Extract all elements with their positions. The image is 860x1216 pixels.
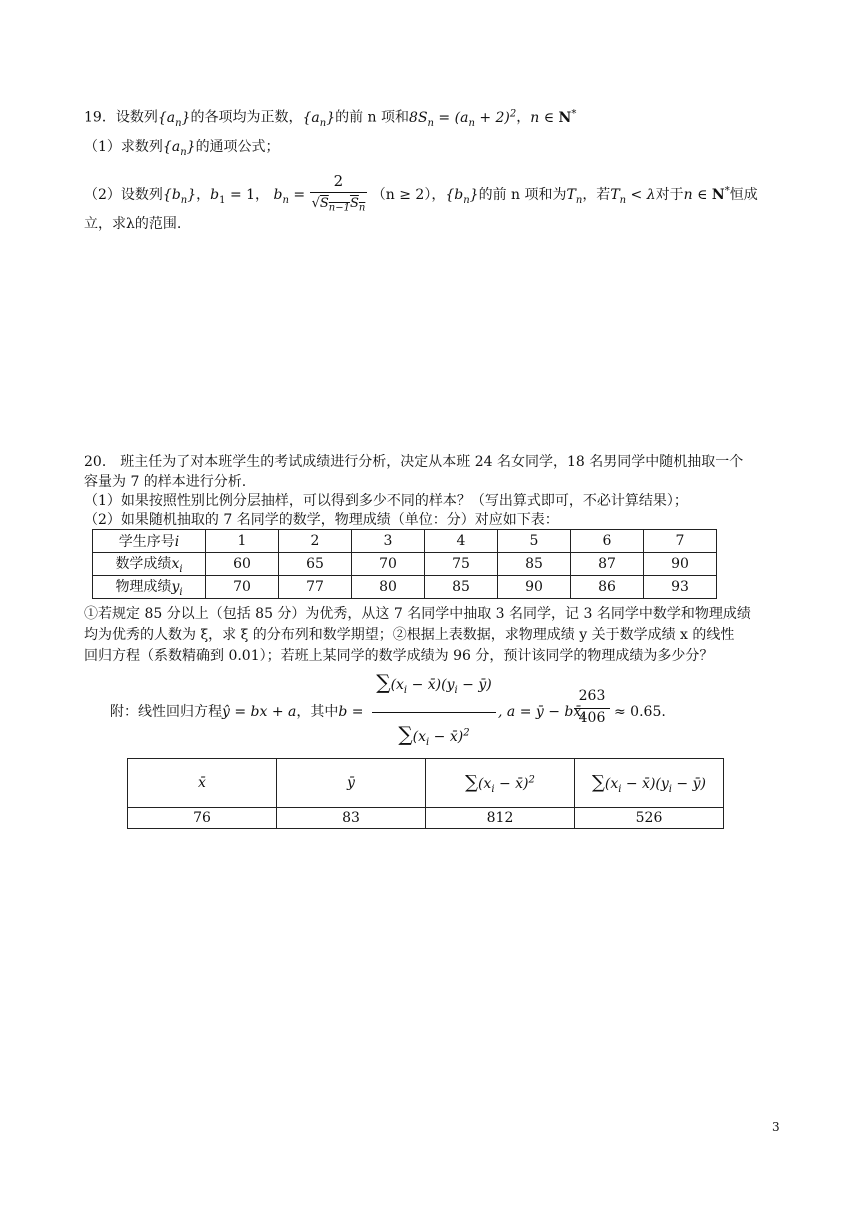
cell: 526	[575, 808, 724, 829]
text: 物理成绩	[115, 579, 172, 596]
text: 恒成	[729, 186, 758, 203]
sum-formula: $8S_n = (a_n + 2)^2$	[409, 108, 517, 129]
header-sxy: $\sum(x_i$ − $x̄)(y_i$ − ȳ)	[575, 759, 724, 808]
cell: 90	[498, 576, 571, 599]
frac-num: 263	[578, 688, 606, 704]
b1-eq: ，$b_1 = 1$，	[196, 186, 270, 206]
b-denominator: $\sum(x_i$ − x̄)$^2$	[398, 722, 470, 748]
cell: 6	[571, 530, 644, 553]
n-in-N: n ∈ N*	[683, 185, 730, 203]
q20-line5: ①若规定 85 分以上（包括 85 分）为优秀，从这 7 名同学中抽取 3 名同学，记 3 名同学中数学和物理成绩	[84, 606, 751, 622]
cell: 70	[352, 553, 425, 576]
regression-eq: ŷ = bx + a	[222, 704, 297, 720]
q19-part1	[84, 137, 280, 163]
text: ，	[516, 109, 531, 126]
sub: i	[179, 586, 183, 598]
aux-formula-text	[110, 702, 364, 722]
cell: 3	[352, 530, 425, 553]
approx: ≈ 0.65.	[614, 704, 666, 720]
table-row	[128, 759, 724, 808]
stats-table	[127, 758, 724, 829]
text: 数学成绩	[115, 556, 172, 573]
text: 设数列	[115, 109, 158, 126]
text: （2）设数列	[84, 186, 163, 203]
frac-den: 406	[578, 710, 606, 726]
cell: 812	[426, 808, 575, 829]
text: ，若	[582, 186, 611, 203]
text: 附：线性回归方程	[110, 704, 222, 720]
cell: 7	[644, 530, 717, 553]
header-label	[93, 530, 206, 553]
q20-line6: 均为优秀的人数为 ξ，求 ξ 的分布列和数学期望；②根据上表数据，求物理成绩 y 关于数学成绩 x 的线性	[84, 627, 735, 643]
seq-b: $\{b_n\}$	[162, 186, 197, 206]
header-sxx: $\sum(x_i$ − x̄)$^2$	[426, 759, 575, 808]
page-number: 3	[772, 1120, 780, 1134]
cell: 76	[128, 808, 277, 829]
text: （1）求数列	[84, 139, 163, 155]
cell: 60	[206, 553, 279, 576]
cell: 83	[277, 808, 426, 829]
q19-part2	[84, 170, 758, 220]
cell: 77	[279, 576, 352, 599]
scores-table	[92, 529, 717, 599]
table-row	[93, 553, 717, 576]
b-eq: b =	[338, 704, 364, 720]
text: 的通项公式；	[195, 139, 280, 155]
cell: 2	[279, 530, 352, 553]
ineq: $T_n < \lambda$	[610, 186, 656, 206]
q20-line2: 容量为 7 的样本进行分析.	[84, 474, 247, 490]
table-row	[128, 808, 724, 829]
q19-line1	[84, 104, 576, 133]
bn-eq: $b_n$ =	[273, 186, 310, 206]
table-row	[93, 530, 717, 553]
seq-a: $\{a_n\}$	[302, 109, 336, 129]
cell: 70	[206, 576, 279, 599]
text: 对于	[655, 186, 684, 203]
cell: 4	[425, 530, 498, 553]
q19-part2-cont: 立，求λ的范围.	[84, 216, 182, 232]
cell: 5	[498, 530, 571, 553]
b-numerator: $\sum(x_i$ − $x̄)(y_i$ − ȳ)	[376, 670, 492, 696]
cell: 86	[571, 576, 644, 599]
cell: 93	[644, 576, 717, 599]
text: （n ≥ 2），	[371, 186, 446, 203]
n-in-N: n ∈ N*	[530, 108, 577, 126]
text: 学生序号	[118, 534, 175, 550]
seq-a: $\{a_n\}$	[162, 139, 196, 158]
a-eq: , a = ȳ − bx̄,	[498, 704, 586, 720]
cell: 85	[498, 553, 571, 576]
text: 的前 n 项和为	[478, 186, 567, 203]
question-number: 19．	[84, 109, 116, 126]
sub: i	[179, 563, 183, 575]
header-x-bar: x̄	[128, 759, 277, 808]
cell: 85	[425, 576, 498, 599]
cell: 75	[425, 553, 498, 576]
fraction-bar	[372, 712, 496, 713]
q20-part2: （2）如果随机抽取的 7 名同学的数学，物理成绩（单位：分）对应如下表：	[84, 512, 559, 528]
math-label	[93, 553, 206, 576]
cell: 1	[206, 530, 279, 553]
seq-b: $\{b_n\}$	[445, 186, 479, 206]
seq-a: $\{a_n\}$	[157, 109, 191, 129]
header-y-bar: ȳ	[277, 759, 426, 808]
text: 的各项均为正数，	[190, 109, 303, 126]
cell: 80	[352, 576, 425, 599]
var: x	[171, 556, 180, 573]
Tn: $T_n$	[566, 186, 583, 206]
fraction-bar	[574, 708, 610, 709]
text: 的前 n 项和	[335, 109, 410, 126]
q20-part1: （1）如果按照性别比例分层抽样，可以得到多少不同的样本？（写出算式即可，不必计算结果）；	[84, 493, 688, 509]
text: ，其中	[296, 704, 339, 720]
var: y	[171, 579, 180, 596]
bn-fraction: $\frac{2}{√S_{n-1}S_n}$	[311, 172, 366, 214]
phys-label	[93, 576, 206, 599]
cell: 65	[279, 553, 352, 576]
cell: 90	[644, 553, 717, 576]
cell: 87	[571, 553, 644, 576]
q20-line1: 20． 班主任为了对本班学生的考试成绩进行分析，决定从本班 24 名女同学，18 名男同学中随机抽取一个	[84, 454, 744, 470]
table-row	[93, 576, 717, 599]
q20-line7: 回归方程（系数精确到 0.01）；若班上某同学的数学成绩为 96 分，预计该同学的物理成绩为多少分？	[84, 648, 714, 664]
var: i	[174, 534, 180, 550]
